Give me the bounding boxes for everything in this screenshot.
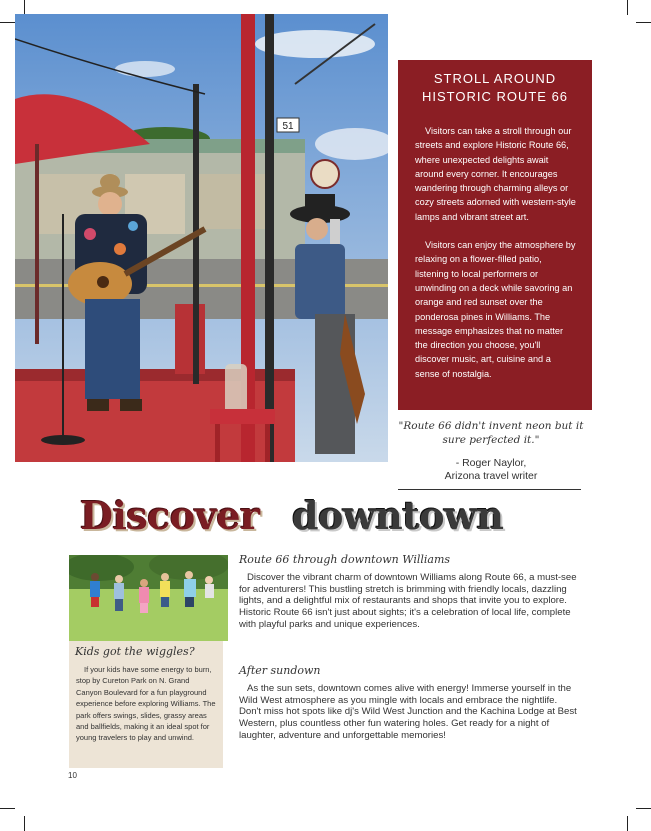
quote-author (398, 457, 584, 483)
feature-paragraph-1: Visitors can take a stroll through our streets and explore Historic Route 66, where unexpected delights await around every corner. It encourages wandering through charming alleys or cozy streets adorned with western-style lamps and vibrant street art. (415, 126, 576, 222)
crop-mark (24, 0, 25, 15)
kids-sidebar (69, 641, 223, 768)
quote-author-name: - Roger Naylor, (455, 457, 527, 469)
crop-mark (0, 22, 15, 23)
crop-mark (24, 816, 25, 831)
feature-title-line1: STROLL AROUND (433, 71, 557, 86)
article-1-body: Discover the vibrant charm of downtown Williams along Route 66, a must-see for adventurers! This bustling stretch is brimming with friendly locals, dazzling lights, and a delightful mix of restaurants and shops that invite you to explore. Historic Route 66 isn't just about sights; it's a celebration of local life, complete with playful parks and unique experiences. (239, 572, 577, 630)
kids-body: If your kids have some energy to burn, stop by Cureton Park on N. Grand Canyon Boulevard for a fun playground experience before exploring Williams. The park offers swings, slides, grassy areas and ballfields, making it an ideal spot for young travelers to play and unwind. (76, 665, 216, 743)
section-headline (80, 493, 540, 539)
street-musicians-photo (15, 14, 388, 462)
crop-mark (636, 22, 651, 23)
crop-mark (627, 0, 628, 15)
crop-mark (627, 816, 628, 831)
feature-title-line2: HISTORIC ROUTE 66 (421, 89, 569, 104)
page-number: 10 (68, 771, 77, 780)
kids-running-photo (69, 555, 228, 641)
pull-quote: "Route 66 didn't invent neon but it sure perfected it." (398, 420, 584, 446)
kids-title: Kids got the wiggles? (75, 645, 195, 658)
crop-mark (0, 808, 15, 809)
feature-box (398, 60, 592, 410)
feature-title (398, 70, 592, 106)
headline-word-1: Discover (80, 493, 260, 538)
article-2-title: After sundown (239, 664, 321, 677)
crop-mark (636, 808, 651, 809)
feature-paragraph-2: Visitors can enjoy the atmosphere by relaxing on a flower-filled patio, listening to local performers or unwinding on a deck while savoring an orange and red sunset over the ponderosa pines in Williams. The message emphasizes that no matter the direction you choose, you'll discover music, art, cuisine and a sense of nostalgia. (415, 240, 576, 379)
quote-author-title: Arizona travel writer (444, 470, 538, 482)
route-sign-number: 51 (282, 121, 294, 132)
article-2-body: As the sun sets, downtown comes alive with energy! Immerse yourself in the Wild West atmosphere as you mingle with locals and embrace the nightlife. Don't miss hot spots like dj's Wild West Junction and the Kachina Lodge at Best Western, plus countless other fun watering holes. Get ready for a night of laughter, adventure and unforgettable memories! (239, 683, 577, 741)
quote-divider (398, 489, 581, 490)
article-1-title: Route 66 through downtown Williams (239, 553, 451, 566)
headline-word-2: downtown (292, 493, 504, 538)
